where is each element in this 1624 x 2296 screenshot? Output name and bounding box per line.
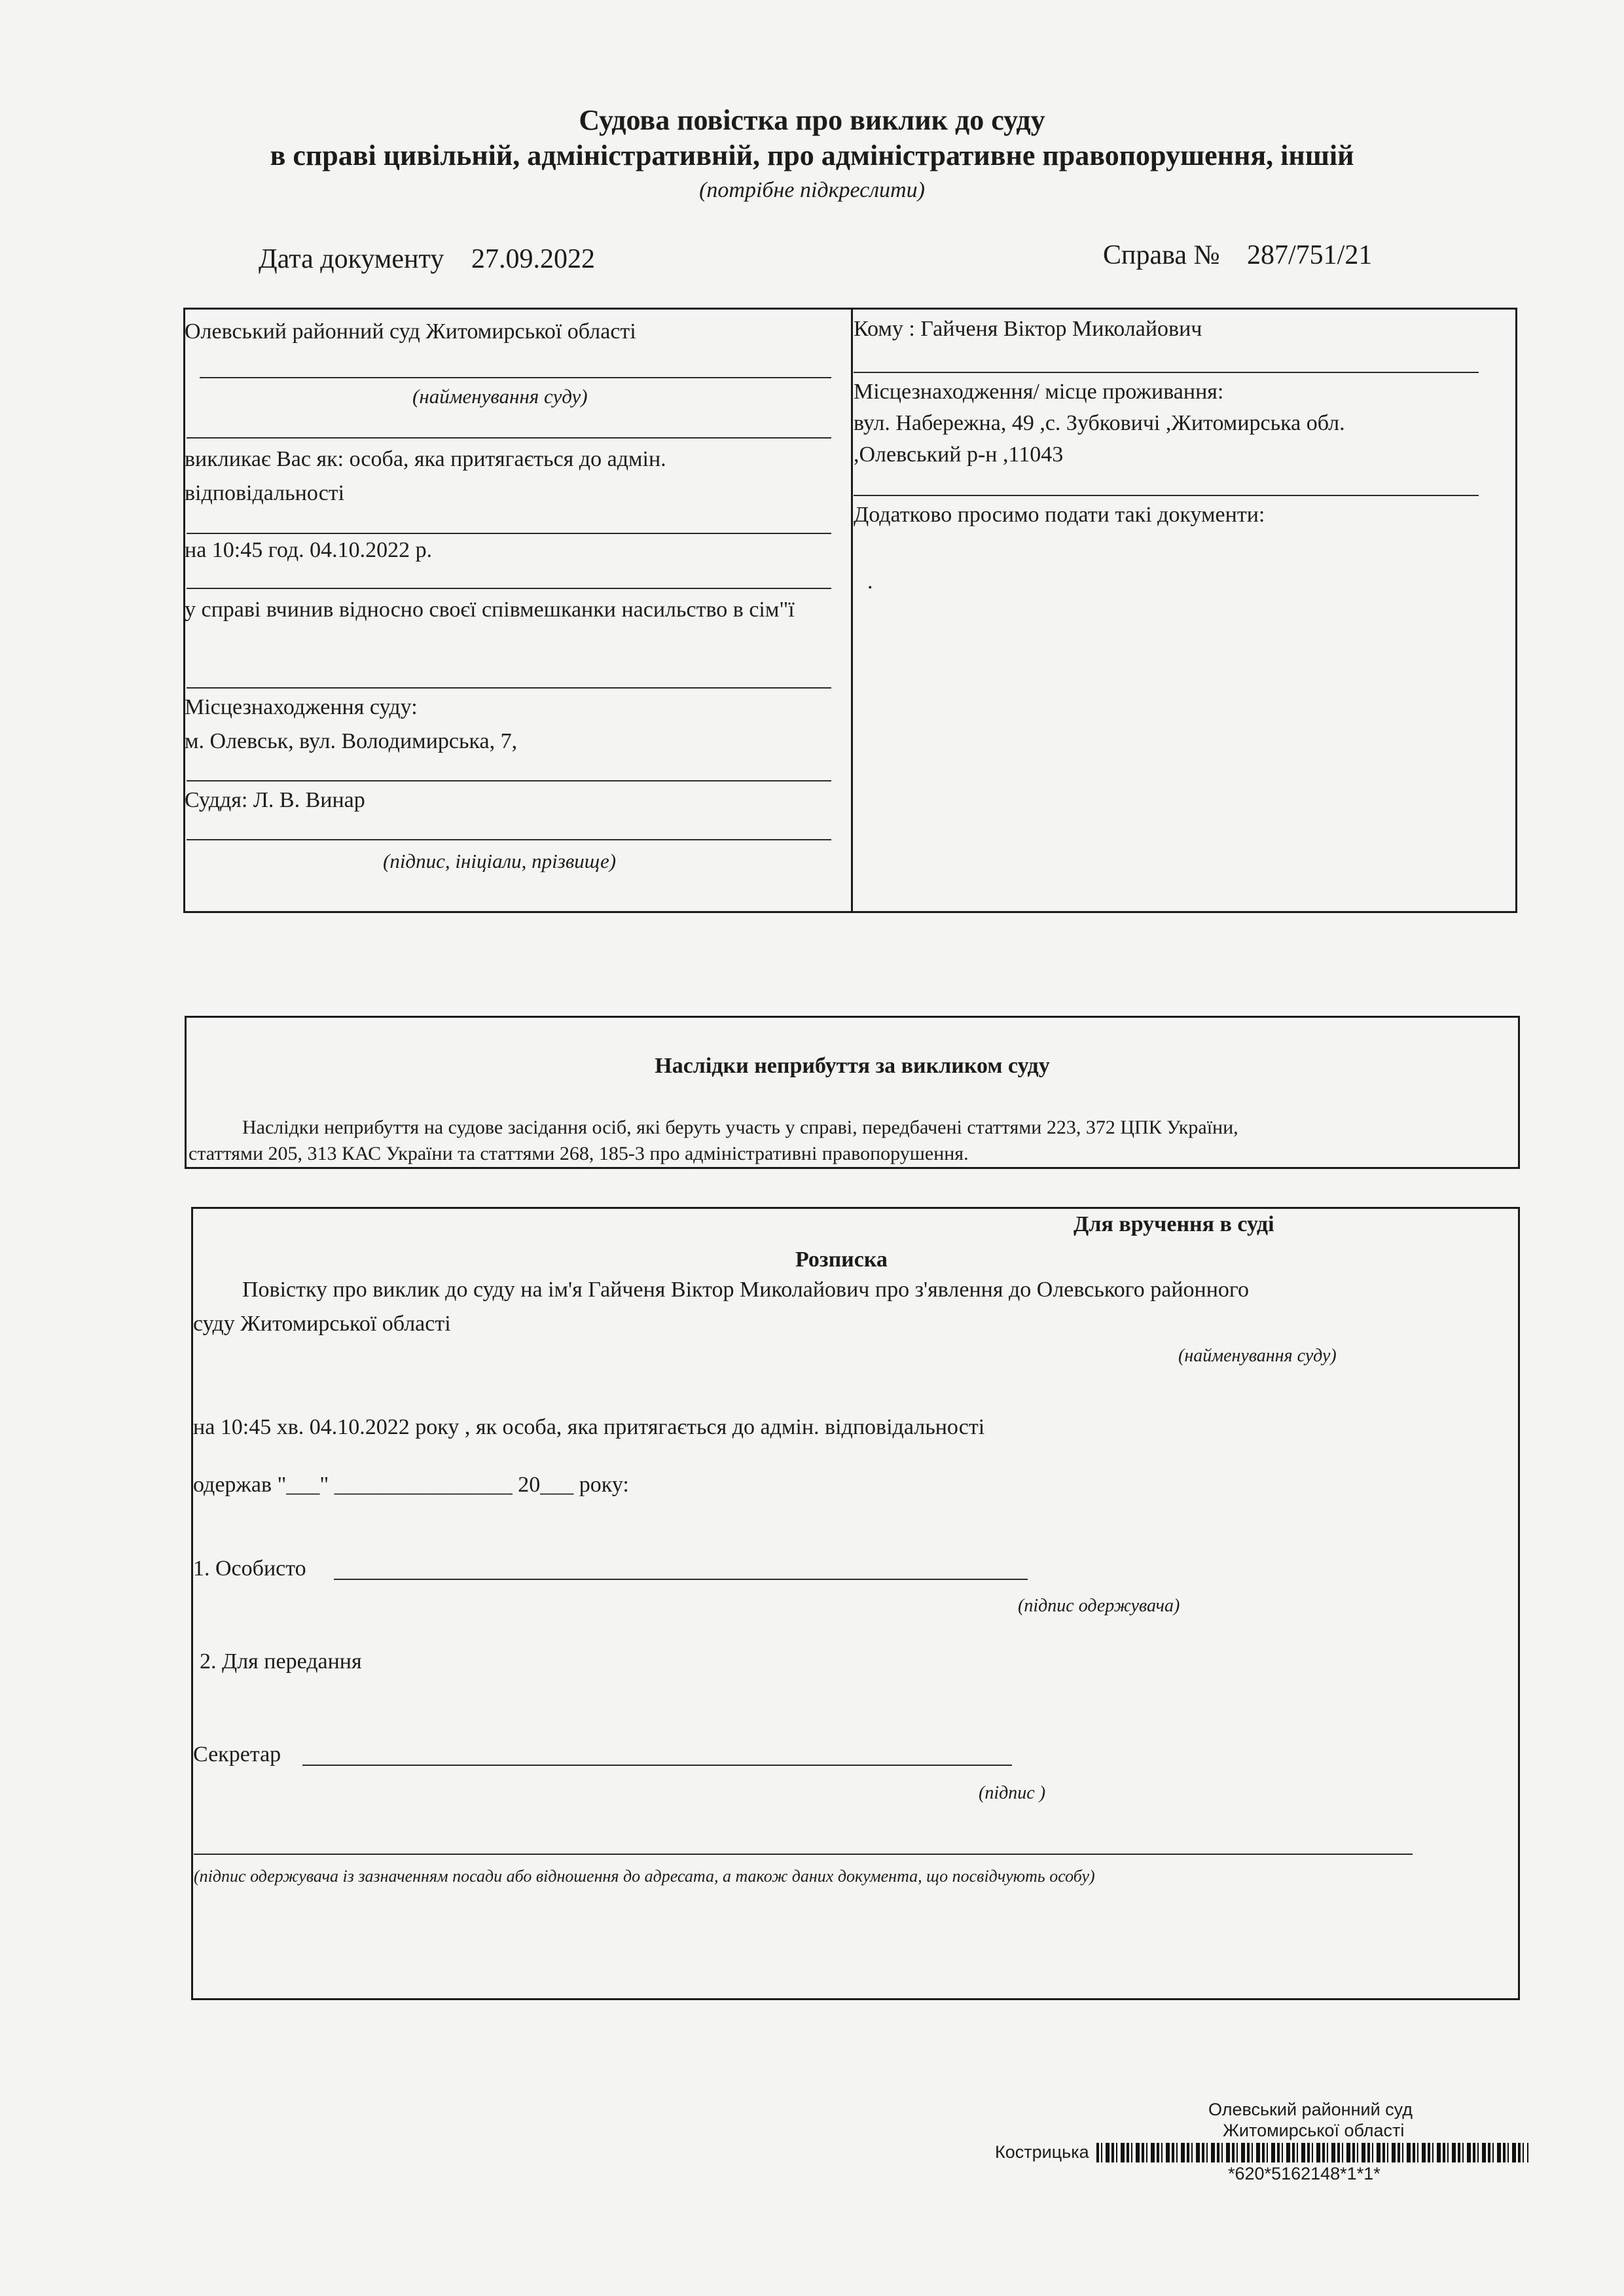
underline-note: (потрібне підкреслити) — [699, 178, 925, 202]
summons-box-divider — [851, 308, 853, 913]
for-transfer-label: 2. Для передання — [200, 1649, 362, 1674]
receipt-line2: суду Житомирської області — [193, 1312, 451, 1336]
consequences-text-line1: Наслідки неприбуття на судове засідання осіб, які беруть участь у справі, передбачені статтями 223, 372 ЦПК України, — [242, 1117, 1238, 1138]
divider-line — [854, 372, 1479, 373]
case-subject: у справі вчинив відносно своєї співмешканки насильство в сім"ї — [185, 598, 795, 622]
sender-name: Кострицька — [995, 2142, 1089, 2162]
summons-role: викликає Вас як: особа, яка притягається до адмін. відповідальності — [185, 447, 666, 505]
extra-documents-label: Додатково просимо подати такі документи: — [854, 503, 1265, 527]
doc-date: 27.09.2022 — [471, 244, 595, 274]
judge-signature-line — [187, 839, 831, 840]
case-number: 287/751/21 — [1247, 240, 1373, 270]
divider-line — [187, 437, 831, 439]
recipient-signature-caption: (підпис одержувача) — [1018, 1596, 1180, 1616]
barcode — [1096, 2143, 1528, 2162]
judge: Суддя: Л. В. Винар — [185, 788, 365, 812]
court-location-label: Місцезнаходження суду: — [185, 695, 418, 719]
personally-label: 1. Особисто — [193, 1556, 306, 1581]
court-name-underline — [200, 377, 831, 378]
case-label: Справа № — [1103, 240, 1220, 270]
bottom-signature-caption: (підпис одержувача із зазначенням посади або відношення до адресата, а також даних документа, що посвідчують особу) — [194, 1867, 1095, 1886]
divider-line — [187, 533, 831, 534]
secretary-signature-caption: (підпис ) — [979, 1783, 1046, 1803]
residence-label: Місцезнаходження/ місце проживання: — [854, 380, 1224, 404]
addressee: Кому : Гайченя Віктор Миколайович — [854, 317, 1202, 341]
divider-line — [854, 495, 1479, 496]
recipient-signature-line — [334, 1579, 1028, 1580]
doc-date-label: Дата документу — [259, 244, 444, 274]
secretary-label: Секретар — [193, 1742, 281, 1767]
hearing-time: на 10:45 год. 04.10.2022 р. — [185, 538, 433, 562]
divider-line — [187, 588, 831, 589]
judge-caption: (підпис, ініціали, прізвище) — [383, 850, 617, 872]
consequences-text-line2: статтями 205, 313 КАС України та статтями 268, 185-3 про адміністративні правопорушення. — [189, 1143, 969, 1164]
barcode-text: *620*5162148*1*1* — [1228, 2164, 1380, 2183]
bottom-signature-line — [194, 1854, 1413, 1855]
divider-line — [187, 780, 831, 781]
document-title: Судова повістка про виклик до суду — [579, 104, 1045, 136]
receipt-time-line: на 10:45 хв. 04.10.2022 року , як особа, яка притягається до адмін. відповідальності — [193, 1415, 985, 1439]
residence-address-line1: вул. Набережна, 49 ,с. Зубковичі ,Житомирська обл. — [854, 411, 1345, 435]
receipt-line1: Повістку про виклик до суду на ім'я Гайченя Віктор Миколайович про з'явлення до Олевського районного — [242, 1278, 1250, 1302]
court-name: Олевський районний суд Житомирської області — [185, 319, 636, 344]
divider-line — [187, 687, 831, 689]
for-court-delivery: Для вручення в суді — [1074, 1212, 1274, 1236]
document-subtitle: в справі цивільній, адміністративній, про адміністративне правопорушення, іншій — [270, 139, 1354, 171]
residence-address-line2: ,Олевський р-н ,11043 — [854, 442, 1064, 467]
court-address: м. Олевськ, вул. Володимирська, 7, — [185, 729, 518, 753]
secretary-signature-line — [302, 1765, 1012, 1766]
court-name-caption: (найменування суду) — [412, 385, 588, 408]
consequences-title: Наслідки неприбуття за викликом суду — [655, 1054, 1050, 1078]
receipt-title: Розписка — [795, 1247, 888, 1272]
stamp-court-line1: Олевський районний суд — [1208, 2100, 1413, 2119]
receipt-court-caption: (найменування суду) — [1178, 1346, 1337, 1366]
stamp-court-line2: Житомирської області — [1223, 2121, 1405, 2140]
received-line: одержав "___" ________________ 20___ року: — [193, 1473, 629, 1497]
extra-documents-value: . — [867, 569, 873, 594]
